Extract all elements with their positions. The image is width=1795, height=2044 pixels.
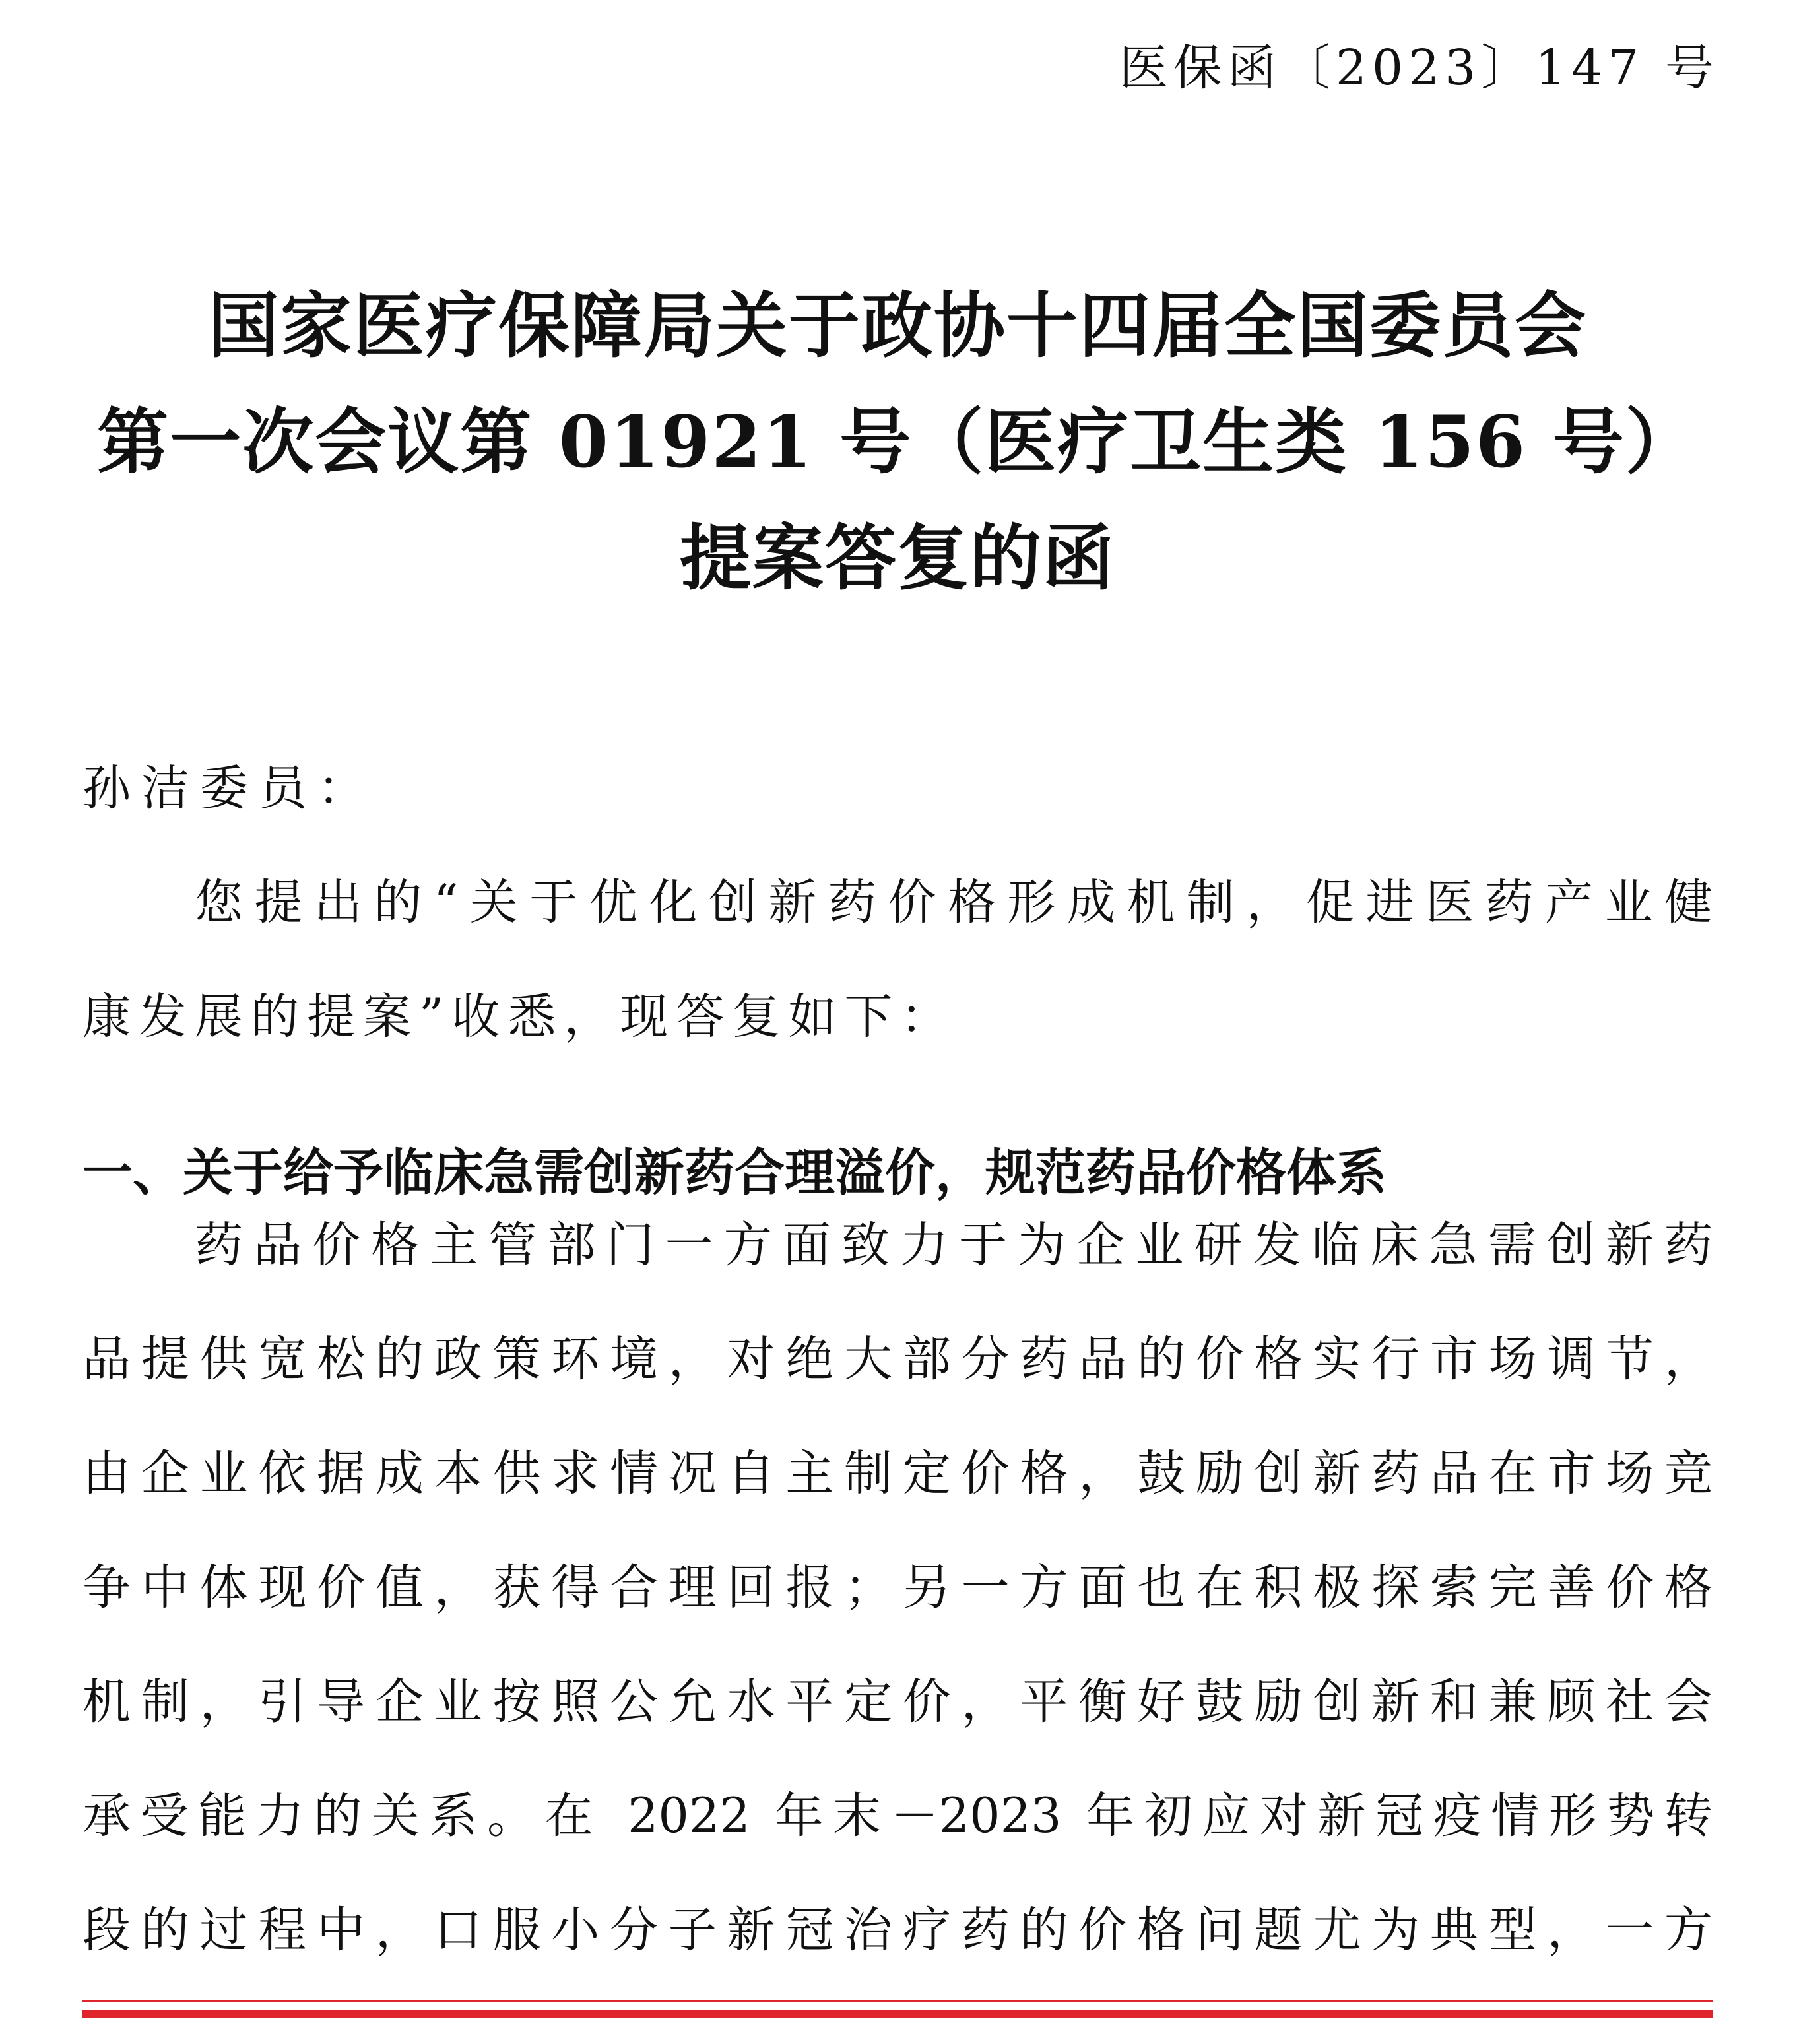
title-line: 第一次会议第 01921 号（医疗卫生类 156 号） [97, 401, 1698, 484]
paragraph-line: 康发展的提案”收悉，现答复如下： [82, 989, 957, 1045]
document-title [0, 268, 1795, 616]
reply-introduction-paragraph [82, 845, 1713, 1074]
title-line: 国家医疗保障局关于政协十四届全国委员会 [207, 284, 1587, 368]
paragraph-line: 承受能力的关系。在 2022 年末－2023 年初应对新冠疫情形势转 [82, 1788, 1713, 1844]
footer-red-thin-rule [82, 2000, 1713, 2002]
paragraph-line: 段的过程中，口服小分子新冠治疗药的价格问题尤为典型，一方 [82, 1902, 1713, 1958]
paragraph-line: 您提出的“关于优化创新药价格形成机制，促进医药产业健 [195, 874, 1713, 931]
paragraph-line: 药品价格主管部门一方面致力于为企业研发临床急需创新药 [195, 1217, 1713, 1273]
section-heading: 一、关于给予临床急需创新药合理溢价，规范药品价格体系 [82, 1143, 1387, 1203]
section-body-paragraph [82, 1188, 1713, 1987]
footer-red-thick-rule [82, 2010, 1713, 2018]
document-number: 医保函〔2023〕147 号 [1119, 40, 1719, 96]
paragraph-line: 争中体现价值，获得合理回报；另一方面也在积极探索完善价格 [82, 1560, 1713, 1616]
paragraph-line: 由企业依据成本供求情况自主制定价格，鼓励创新药品在市场竞 [82, 1445, 1713, 1501]
title-line: 提案答复的函 [679, 517, 1115, 600]
paragraph-line: 品提供宽松的政策环境，对绝大部分药品的价格实行市场调节， [82, 1331, 1713, 1387]
paragraph-line: 机制，引导企业按照公允水平定价，平衡好鼓励创新和兼顾社会 [82, 1674, 1713, 1730]
salutation: 孙洁委员： [82, 760, 376, 816]
